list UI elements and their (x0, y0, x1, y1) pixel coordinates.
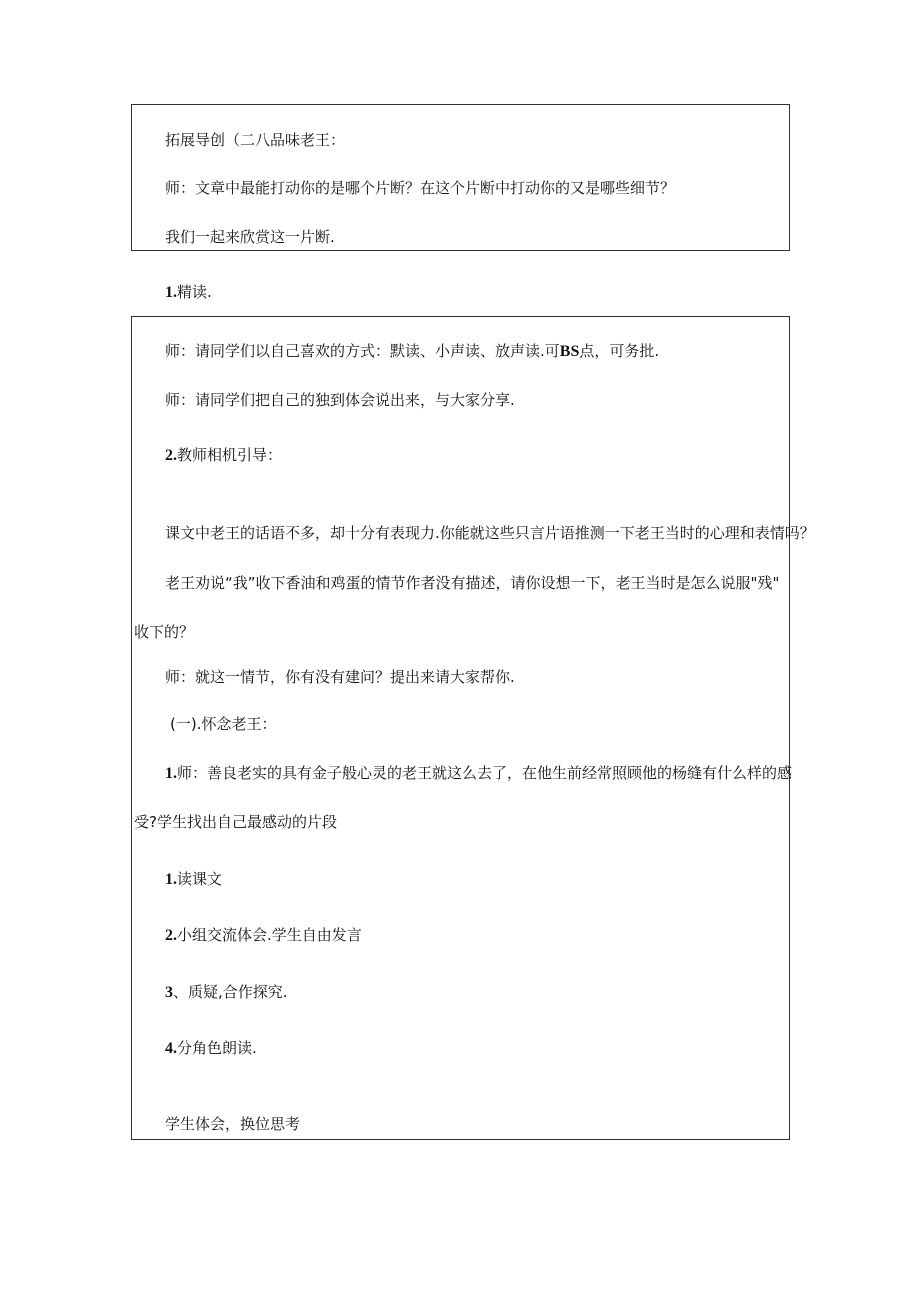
item-number: 1. (165, 871, 177, 888)
list-item (165, 1038, 257, 1059)
feeling-question-text: 师：善良老实的具有金子般心灵的老王就这么去了，在他生前经常照顾他的杨缝有什么样的感 (177, 764, 793, 782)
section-remember: (一).怀念老王： (170, 715, 277, 733)
reading-instruction-tail: 点，可务批. (579, 342, 660, 360)
doubt-prompt: 师：就这一情节，你有没有建问？提出来请大家帮你. (165, 668, 515, 686)
item-number: 1. (165, 765, 177, 782)
reading-instruction-bold: BS (559, 343, 580, 360)
teacher-question: 师：文章中最能打动你的是哪个片断？在这个片断中打动你的又是哪些细节？ (165, 179, 676, 197)
step-guide (165, 445, 282, 466)
persuade-question: 老王劝说“我”收下香油和鸡蛋的情节作者没有描述，请你设想一下，老王当时是怎么说服"残" (165, 574, 780, 592)
feeling-question (165, 763, 792, 784)
extension-heading: 拓展导创（二八品味老王： (165, 131, 346, 149)
item-number: 2. (165, 927, 177, 944)
closing-line: 学生体会，换位思考 (165, 1115, 301, 1133)
item-number: 3 (165, 984, 173, 1001)
item-text: 小组交流体会.学生自由发言 (177, 926, 362, 944)
step-number: 1. (165, 284, 177, 301)
step-close-reading (165, 282, 212, 303)
appreciate-passage: 我们一起来欣赏这一片断. (165, 228, 335, 246)
list-item (165, 869, 222, 890)
speech-question: 课文中老王的话语不多，却十分有表现力.你能就这些只言片语推测一下老王当时的心理和表情吗？ (165, 524, 815, 542)
step-label: 精读. (177, 283, 212, 301)
list-item (165, 925, 362, 946)
persuade-question-cont: 收下的？ (134, 623, 195, 641)
item-number: 4. (165, 1040, 177, 1057)
item-text: 读课文 (177, 870, 223, 888)
share-instruction: 师：请同学们把自己的独到体会说出来，与大家分享. (165, 391, 515, 409)
list-item (165, 982, 288, 1003)
feeling-question-cont: 受?学生找出自己最感动的片段 (134, 813, 337, 831)
reading-instruction (165, 341, 659, 362)
reading-instruction-text: 师：请同学们以自己喜欢的方式：默读、小声读、放声读.可 (165, 342, 560, 360)
step-number: 2. (165, 447, 177, 464)
item-text: 分角色朗读. (177, 1039, 257, 1057)
step-label: 教师相机引导： (177, 446, 283, 464)
item-text: 、质疑,合作探究. (173, 983, 288, 1001)
